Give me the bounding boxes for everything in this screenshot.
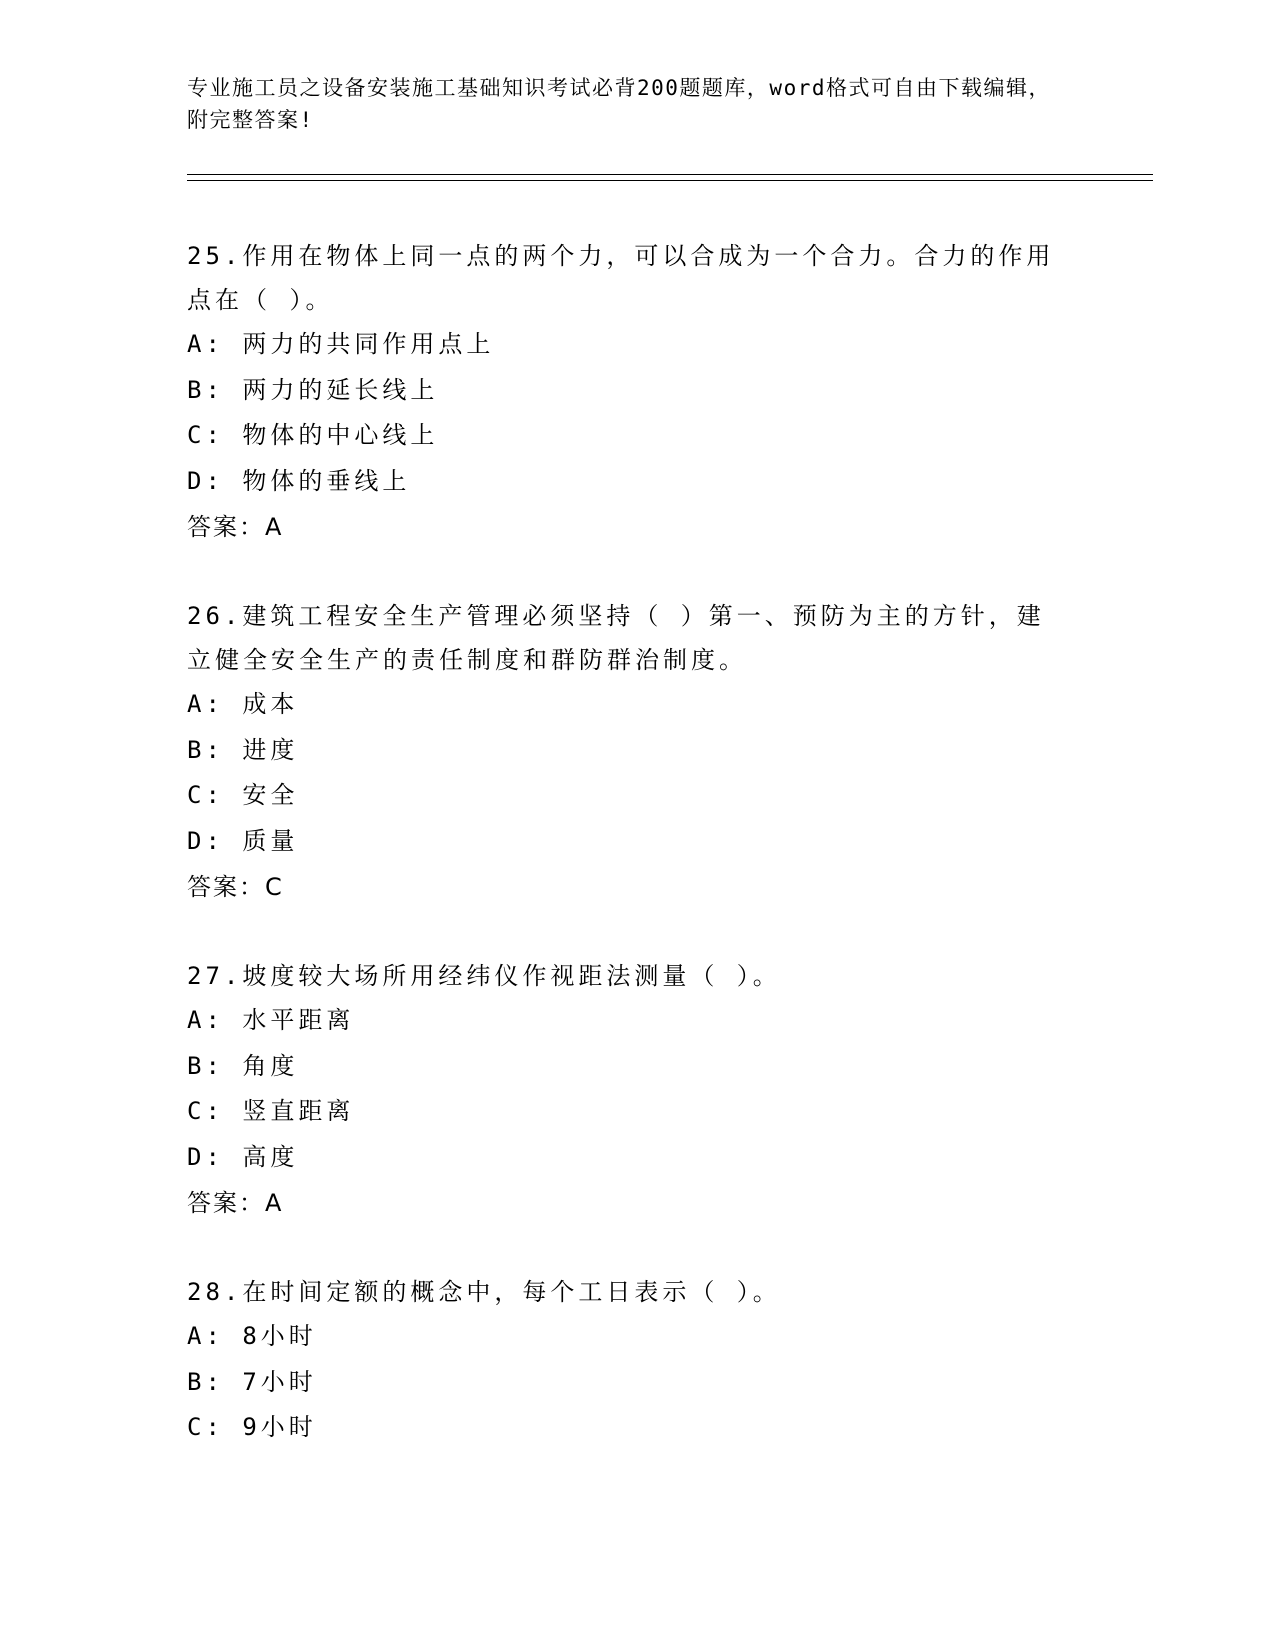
question-text: 26.建筑工程安全生产管理必须坚持（ ）第一、预防为主的方针，建立健全安全生产的责任制度和群防群治制度。: [187, 602, 1045, 674]
document-header: 专业施工员之设备安装施工基础知识考试必背200题题库，word格式可自由下载编辑，附完整答案!: [187, 76, 1051, 132]
option-c: C: 竖直距离: [187, 1097, 355, 1125]
option-a: A: 成本: [187, 690, 299, 718]
question-28: [187, 1270, 1067, 1451]
option-d: D: 物体的垂线上: [187, 466, 411, 495]
question-text: 28.在时间定额的概念中，每个工日表示（ ）。: [187, 1278, 781, 1306]
answer: 答案：A: [187, 513, 284, 541]
question-text: 25.作用在物体上同一点的两个力，可以合成为一个合力。合力的作用点在（ ）。: [187, 242, 1055, 314]
question-list: [187, 234, 1067, 1495]
answer: 答案：C: [187, 873, 284, 901]
option-b: B: 角度: [187, 1051, 299, 1080]
question-27: [187, 954, 1067, 1226]
question-25: [187, 234, 1067, 550]
option-c: C: 物体的中心线上: [187, 421, 439, 449]
option-c: C: 9小时: [187, 1413, 317, 1441]
option-a: A: 水平距离: [187, 1006, 355, 1034]
option-b: B: 两力的延长线上: [187, 375, 439, 404]
option-b: B: 进度: [187, 735, 299, 764]
option-b: B: 7小时: [187, 1367, 317, 1396]
option-d: D: 高度: [187, 1142, 299, 1171]
answer: 答案：A: [187, 1189, 284, 1217]
header-divider-bottom: [187, 180, 1153, 181]
option-a: A: 两力的共同作用点上: [187, 330, 495, 358]
option-c: C: 安全: [187, 781, 299, 809]
header-divider-top: [187, 174, 1153, 175]
option-a: A: 8小时: [187, 1322, 317, 1350]
question-text: 27.坡度较大场所用经纬仪作视距法测量（ ）。: [187, 962, 781, 990]
question-26: [187, 594, 1067, 910]
option-d: D: 质量: [187, 826, 299, 855]
